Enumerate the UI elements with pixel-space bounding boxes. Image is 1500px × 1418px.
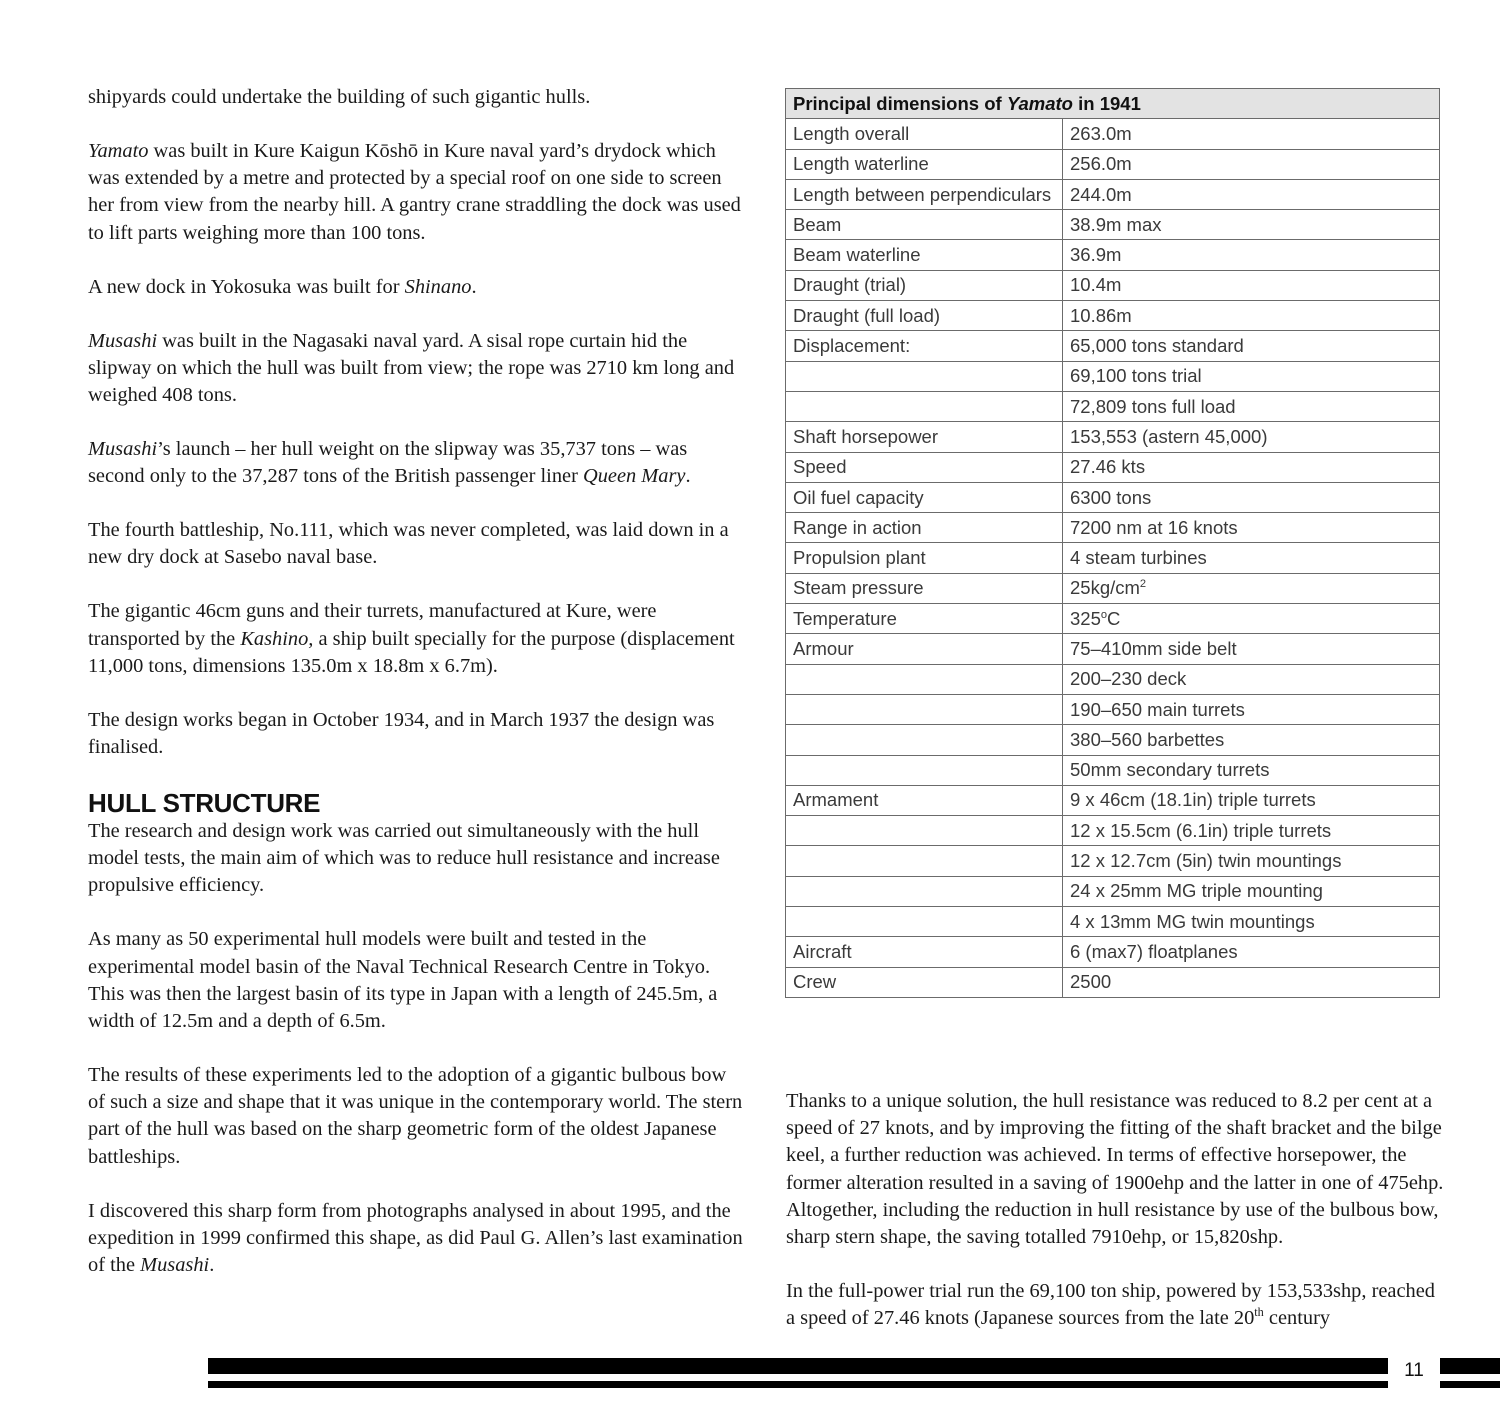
table-header-row bbox=[786, 89, 1440, 119]
table-cell-label bbox=[786, 846, 1063, 876]
table-cell-label: Shaft horsepower bbox=[786, 422, 1063, 452]
table-cell-label bbox=[786, 391, 1063, 421]
table-row bbox=[786, 452, 1440, 482]
table-cell-value: 200–230 deck bbox=[1063, 664, 1440, 694]
paragraph: Musashi’s launch – her hull weight on the slipway was 35,737 tons – was second only to the 37,287 tons of the British passenger liner Queen Mary. bbox=[88, 438, 691, 488]
table-cell-value: $25kg/cm^2$ bbox=[1063, 573, 1440, 603]
paragraph: Yamato was built in Kure Kaigun Kōshō in Kure naval yard’s drydock which was extended by a metre and protected by a special roof on one side to screen her from view from the nearby hill. A gantry crane straddling the dock was used to lift parts weighing more than 100 tons. bbox=[88, 140, 741, 244]
table-cell-label: Oil fuel capacity bbox=[786, 482, 1063, 512]
table-cell-label: Length between perpendiculars bbox=[786, 179, 1063, 209]
paragraph: The design works began in October 1934, and in March 1937 the design was finalised. bbox=[88, 708, 715, 759]
table-row bbox=[786, 179, 1440, 209]
table-cell-value: 4 steam turbines bbox=[1063, 543, 1440, 573]
page-number: 11 bbox=[1404, 1360, 1424, 1381]
paragraph: The research and design work was carried out simultaneously with the hull model tests, the main aim of which was to reduce hull resistance and increase propulsive efficiency. bbox=[88, 820, 720, 897]
table-cell-value: 27.46 kts bbox=[1063, 452, 1440, 482]
table-row bbox=[786, 604, 1440, 634]
paragraph: I discovered this sharp form from photographs analysed in about 1995, and the expedition in 1999 confirmed this shape, as did Paul G. Allen’s last examination of the Musashi. bbox=[88, 1199, 743, 1277]
table-row bbox=[786, 543, 1440, 573]
table-cell-value: 24 x 25mm MG triple mounting bbox=[1063, 876, 1440, 906]
table-cell-label: Displacement: bbox=[786, 331, 1063, 361]
table-cell-label: Crew bbox=[786, 967, 1063, 997]
table-cell-label bbox=[786, 876, 1063, 906]
paragraph: Musashi was built in the Nagasaki naval yard. A sisal rope curtain hid the slipway on which the hull was built from view; the rope was 2710 km long and weighed 408 tons. bbox=[88, 329, 735, 407]
table-cell-label bbox=[786, 664, 1063, 694]
table-row bbox=[786, 301, 1440, 331]
footer-rule-thick bbox=[208, 1358, 1388, 1374]
table-cell-value: 6300 tons bbox=[1063, 482, 1440, 512]
table-cell-value: 69,100 tons trial bbox=[1063, 361, 1440, 391]
paragraph: The results of these experiments led to the adoption of a gigantic bulbous bow of such a size and shape that it was unique in the contemporary world. The stern part of the hull was based on the sharp geometric form of the oldest Japanese battleships. bbox=[88, 1064, 743, 1168]
table-cell-value: 244.0m bbox=[1063, 179, 1440, 209]
table-cell-value: 153,553 (astern 45,000) bbox=[1063, 422, 1440, 452]
table-cell-label: Draught (trial) bbox=[786, 270, 1063, 300]
table-cell-label: Beam waterline bbox=[786, 240, 1063, 270]
table-row bbox=[786, 119, 1440, 149]
table-row bbox=[786, 210, 1440, 240]
table-cell-value: 10.86m bbox=[1063, 301, 1440, 331]
table-cell-label bbox=[786, 725, 1063, 755]
table-cell-value: 256.0m bbox=[1063, 149, 1440, 179]
table-row bbox=[786, 422, 1440, 452]
table-row bbox=[786, 391, 1440, 421]
table-cell-label: Draught (full load) bbox=[786, 301, 1063, 331]
table-cell-value: 380–560 barbettes bbox=[1063, 725, 1440, 755]
table-cell-value: 263.0m bbox=[1063, 119, 1440, 149]
table-row bbox=[786, 573, 1440, 603]
table-row bbox=[786, 876, 1440, 906]
paragraph: The fourth battleship, No.111, which was never completed, was laid down in a new dry dock at Sasebo naval base. bbox=[88, 519, 729, 569]
table-cell-label bbox=[786, 816, 1063, 846]
table-row bbox=[786, 816, 1440, 846]
table-cell-label bbox=[786, 694, 1063, 724]
table-cell-value: 36.9m bbox=[1063, 240, 1440, 270]
table-cell-label bbox=[786, 755, 1063, 785]
table-cell-value: 7200 nm at 16 knots bbox=[1063, 513, 1440, 543]
table-cell-value: 4 x 13mm MG twin mountings bbox=[1063, 907, 1440, 937]
table-row bbox=[786, 967, 1440, 997]
table-cell-value: 72,809 tons full load bbox=[1063, 391, 1440, 421]
table-cell-value: 10.4m bbox=[1063, 270, 1440, 300]
paragraph: Thanks to a unique solution, the hull resistance was reduced to 8.2 per cent at a speed of 27 knots, and by improving the fitting of the shaft bracket and the bilge keel, a further reduction was achieved. In terms of effective horsepower, the former alteration resulted in a saving of 1900ehp and the latter in one of 475ehp. Altogether, including the reduction in hull resistance by use of the bulbous bow, sharp stern shape, the saving totalled 7910ehp, or 15,820shp. bbox=[786, 1090, 1444, 1249]
footer-rule-thick-right bbox=[1440, 1358, 1500, 1374]
table-row bbox=[786, 785, 1440, 815]
footer-rule-thin-right bbox=[1440, 1381, 1500, 1388]
paragraph: In the full-power trial run the 69,100 ton ship, powered by 153,533shp, reached a speed of 27.46 knots (Japanese sources from the late 20th century bbox=[786, 1280, 1435, 1330]
footer-rule-thin bbox=[208, 1381, 1388, 1388]
table-cell-value: 9 x 46cm (18.1in) triple turrets bbox=[1063, 785, 1440, 815]
table-cell-label: Aircraft bbox=[786, 937, 1063, 967]
table-cell-label: Temperature bbox=[786, 604, 1063, 634]
table-title: Principal dimensions of Yamato in 1941 bbox=[786, 89, 1440, 119]
left-text-column bbox=[88, 84, 748, 1306]
table-cell-value: 12 x 12.7cm (5in) twin mountings bbox=[1063, 846, 1440, 876]
table-body bbox=[786, 119, 1440, 998]
table-cell-value: 12 x 15.5cm (6.1in) triple turrets bbox=[1063, 816, 1440, 846]
paragraph: The gigantic 46cm guns and their turrets, manufactured at Kure, were transported by the Kashino, a ship built specially for the purpose (displacement 11,000 tons, dimensions 135.0m x 18.8m x 6.7m). bbox=[88, 600, 735, 677]
table-row bbox=[786, 513, 1440, 543]
paragraph: As many as 50 experimental hull models were built and tested in the experimental model basin of the Naval Technical Research Centre in Tokyo. This was then the largest basin of its type in Japan with a length of 245.5m, a width of 12.5m and a depth of 6.5m. bbox=[88, 928, 718, 1033]
table-cell-value: 325$^o$C bbox=[1063, 604, 1440, 634]
table-cell-label: Length waterline bbox=[786, 149, 1063, 179]
table-cell-label bbox=[786, 907, 1063, 937]
table-row bbox=[786, 270, 1440, 300]
table-row bbox=[786, 149, 1440, 179]
table-cell-value: 6 (max7) floatplanes bbox=[1063, 937, 1440, 967]
table-row bbox=[786, 846, 1440, 876]
section-heading: HULL STRUCTURE bbox=[88, 788, 321, 819]
table-cell-label: Length overall bbox=[786, 119, 1063, 149]
table-cell-label: Range in action bbox=[786, 513, 1063, 543]
paragraph: shipyards could undertake the building of such gigantic hulls. bbox=[88, 86, 591, 108]
table-row bbox=[786, 361, 1440, 391]
table-row bbox=[786, 694, 1440, 724]
table-row bbox=[786, 725, 1440, 755]
table-row bbox=[786, 664, 1440, 694]
table-cell-value: 38.9m max bbox=[1063, 210, 1440, 240]
table-cell-label: Beam bbox=[786, 210, 1063, 240]
table-cell-label: Propulsion plant bbox=[786, 543, 1063, 573]
table-row bbox=[786, 937, 1440, 967]
table-cell-label: Armament bbox=[786, 785, 1063, 815]
right-text-column bbox=[786, 1088, 1446, 1359]
table-cell-label: Speed bbox=[786, 452, 1063, 482]
table-row bbox=[786, 331, 1440, 361]
table-row bbox=[786, 240, 1440, 270]
paragraph: A new dock in Yokosuka was built for Shinano. bbox=[88, 275, 477, 298]
table-row bbox=[786, 634, 1440, 664]
table-cell-value: 2500 bbox=[1063, 967, 1440, 997]
table-cell-value: 50mm secondary turrets bbox=[1063, 755, 1440, 785]
table-cell-label: Armour bbox=[786, 634, 1063, 664]
table-cell-label bbox=[786, 361, 1063, 391]
table-cell-value: 75–410mm side belt bbox=[1063, 634, 1440, 664]
table-row bbox=[786, 907, 1440, 937]
table-row bbox=[786, 482, 1440, 512]
table-row bbox=[786, 755, 1440, 785]
table-cell-value: 65,000 tons standard bbox=[1063, 331, 1440, 361]
dimensions-table bbox=[785, 88, 1440, 998]
table-cell-value: 190–650 main turrets bbox=[1063, 694, 1440, 724]
table-cell-label: Steam pressure bbox=[786, 573, 1063, 603]
